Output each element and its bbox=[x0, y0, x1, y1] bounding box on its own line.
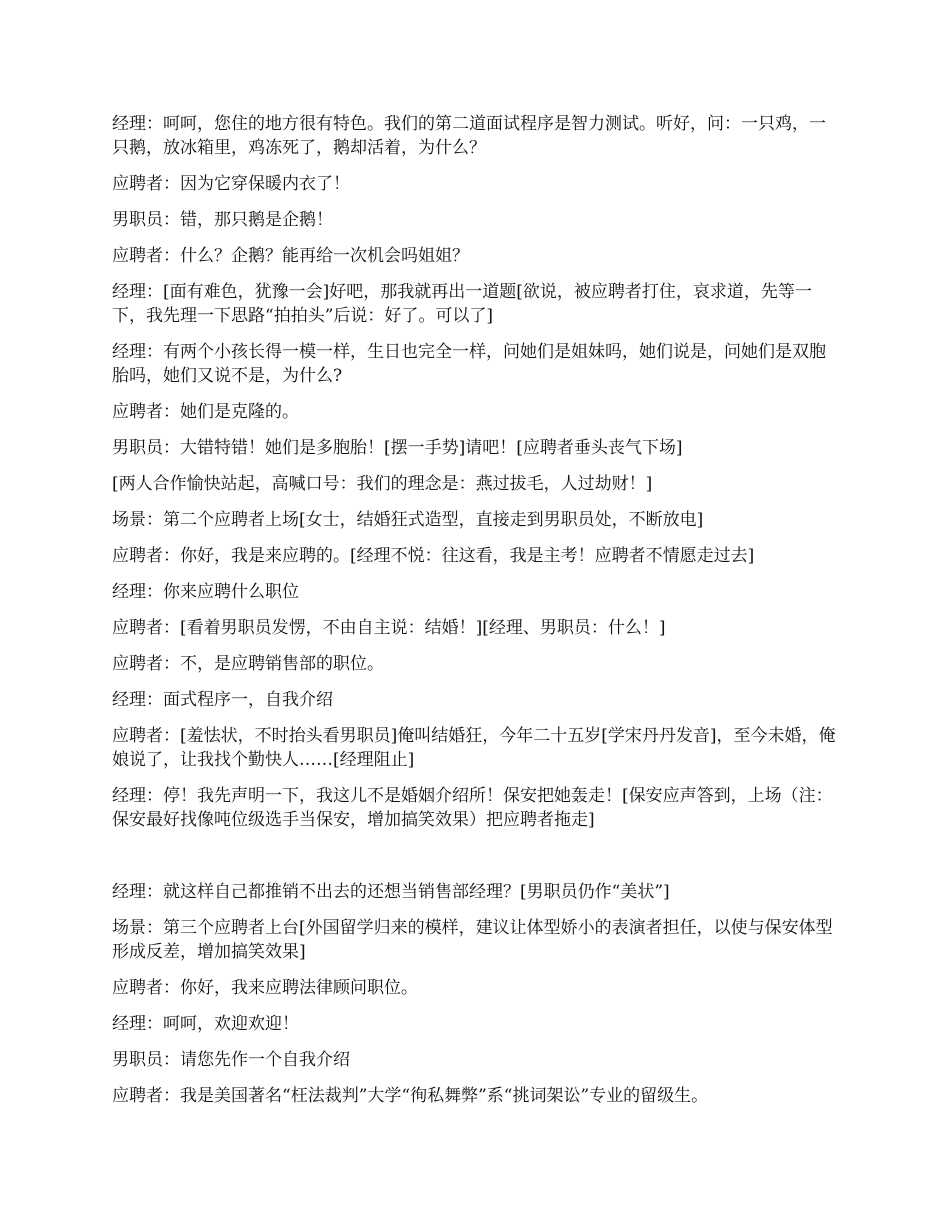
paragraph: 经理：呵呵，欢迎欢迎！ bbox=[112, 1014, 299, 1034]
paragraph: 经理：有两个小孩长得一模一样，生日也完全一样，问她们是姐妹吗，她们说是，问她们是双胞胎吗，她们又说不是，为什么? bbox=[112, 342, 826, 386]
paragraph: 男职员：错，那只鹅是企鹅！ bbox=[112, 210, 333, 230]
paragraph: 应聘者：什么？企鹅？能再给一次机会吗姐姐？ bbox=[112, 246, 469, 266]
paragraph: [两人合作愉快站起，高喊口号：我们的理念是：燕过拔毛，人过劫财！] bbox=[112, 474, 653, 494]
paragraph: 应聘者：你好，我来应聘法律顾问职位。 bbox=[112, 978, 418, 998]
paragraph: 应聘者：她们是克隆的。 bbox=[112, 402, 299, 422]
paragraph: 经理：就这样自己都推销不出去的还想当销售部经理？[男职员仍作“美状”] bbox=[112, 882, 670, 902]
paragraph: 男职员：大错特错！她们是多胞胎！[摆一手势]请吧！[应聘者垂头丧气下场] bbox=[112, 438, 683, 458]
paragraph: 经理：[面有难色，犹豫一会]好吧，那我就再出一道题[欲说，被应聘者打住，哀求道，先等一下，我先理一下思路“拍拍头”后说：好了。可以了] bbox=[112, 282, 812, 326]
paragraph: 经理：呵呵，您住的地方很有特色。我们的第二道面试程序是智力测试。听好，问：一只鸡，一只鹅，放冰箱里，鸡冻死了，鹅却活着，为什么？ bbox=[112, 114, 826, 158]
paragraph: 应聘者：[羞怯状，不时抬头看男职员]俺叫结婚狂，今年二十五岁[学宋丹丹发音]，至今未婚，俺娘说了，让我找个勤快人……[经理阻止] bbox=[112, 726, 836, 770]
paragraph: 应聘者：不，是应聘销售部的职位。 bbox=[112, 654, 384, 674]
paragraph: 应聘者：我是美国著名“枉法裁判”大学“徇私舞弊”系“挑词架讼”专业的留级生。 bbox=[112, 1086, 709, 1106]
paragraph: 经理：面式程序一，自我介绍 bbox=[112, 690, 333, 710]
paragraph: 应聘者：你好，我是来应聘的。[经理不悦：往这看，我是主考！应聘者不情愿走过去] bbox=[112, 546, 755, 566]
paragraph: 男职员：请您先作一个自我介绍 bbox=[112, 1050, 350, 1070]
paragraph: 经理：停！我先声明一下，我这儿不是婚姻介绍所！保安把她轰走！[保安应声答到，上场（注：保安最好找像吨位级选手当保安，增加搞笑效果）把应聘者拖走] bbox=[112, 786, 833, 830]
document-page bbox=[112, 112, 842, 1120]
paragraph: 应聘者：[看着男职员发愣，不由自主说：结婚！][经理、男职员：什么！] bbox=[112, 618, 666, 638]
paragraph: 经理：你来应聘什么职位 bbox=[112, 582, 299, 602]
paragraph: 场景：第二个应聘者上场[女士，结婚狂式造型，直接走到男职员处，不断放电] bbox=[112, 510, 704, 530]
paragraph: 场景：第三个应聘者上台[外国留学归来的模样，建议让体型娇小的表演者担任，以使与保安体型形成反差，增加搞笑效果] bbox=[112, 918, 833, 962]
section-gap bbox=[112, 844, 842, 880]
paragraph: 应聘者：因为它穿保暖内衣了！ bbox=[112, 174, 350, 194]
